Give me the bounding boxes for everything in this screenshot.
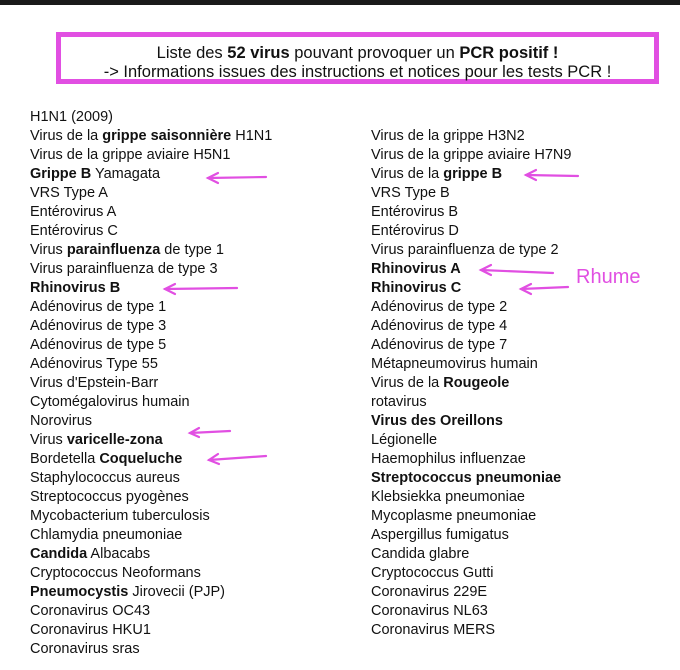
- arrow-rhinovirus-c: [521, 284, 568, 294]
- text: Adénovirus de type 3: [30, 318, 167, 334]
- text: Streptococcus pyogènes: [30, 489, 189, 505]
- bold-text: Coqueluche: [99, 451, 183, 467]
- rhume-annotation: Rhume: [576, 266, 641, 288]
- text: rotavirus: [371, 394, 427, 410]
- text: Adénovirus de type 2: [371, 299, 508, 315]
- bold-text: Rougeole: [443, 375, 510, 391]
- text: Adénovirus de type 7: [371, 337, 508, 353]
- arrow-rhinovirus-a: [481, 265, 553, 275]
- text: Coronavirus MERS: [371, 622, 496, 638]
- bold-text: PCR positif !: [459, 44, 559, 62]
- text: Virus d'Epstein-Barr: [30, 375, 159, 391]
- text: Entérovirus D: [371, 223, 459, 239]
- bold-text: Pneumocystis: [30, 584, 129, 600]
- text: Cytomégalovirus humain: [30, 394, 190, 410]
- text: Virus: [30, 242, 67, 258]
- text: Virus de la: [371, 166, 444, 182]
- text: Norovirus: [30, 413, 93, 429]
- text: Entérovirus B: [371, 204, 459, 220]
- text: Entérovirus C: [30, 223, 118, 239]
- text: Adénovirus de type 1: [30, 299, 167, 315]
- text: Jirovecii (PJP): [128, 584, 226, 600]
- text: Cryptococcus Neoformans: [30, 565, 201, 581]
- text: VRS Type B: [371, 185, 450, 201]
- text: Virus parainfluenza de type 2: [371, 242, 559, 258]
- text: Mycobacterium tuberculosis: [30, 508, 210, 524]
- text: Candida glabre: [371, 546, 470, 562]
- text: Virus: [30, 432, 67, 448]
- text: Cryptococcus Gutti: [371, 565, 494, 581]
- text: Virus parainfluenza de type 3: [30, 261, 218, 277]
- arrow-rhinovirus-b: [165, 284, 237, 294]
- text: Bordetella: [30, 451, 100, 467]
- text: Virus de la grippe aviaire H5N1: [30, 147, 231, 163]
- arrow-grippe-b-left: [208, 173, 266, 183]
- text: Légionelle: [371, 432, 438, 448]
- text: Haemophilus influenzae: [371, 451, 526, 467]
- text: Albacabs: [87, 546, 151, 562]
- bold-text: Rhinovirus A: [371, 261, 461, 277]
- text: Adénovirus de type 5: [30, 337, 167, 353]
- text: Chlamydia pneumoniae: [30, 527, 183, 543]
- text: de type 1: [160, 242, 224, 258]
- bold-text: varicelle-zona: [66, 432, 163, 448]
- text: Coronavirus 229E: [371, 584, 488, 600]
- bold-text: Candida: [30, 546, 88, 562]
- text: H1N1: [231, 128, 273, 144]
- bold-text: Grippe B: [30, 166, 92, 182]
- text: Coronavirus NL63: [371, 603, 488, 619]
- bold-text: Rhinovirus B: [30, 280, 121, 296]
- text: Adénovirus de type 4: [371, 318, 508, 334]
- text: Coronavirus sras: [30, 641, 140, 657]
- text: Virus de la: [371, 375, 444, 391]
- text: Yamagata: [91, 166, 161, 182]
- text: Adénovirus Type 55: [30, 356, 158, 372]
- text: Liste des: [156, 44, 228, 62]
- arrow-varicelle-zona: [190, 428, 230, 437]
- bold-text: parainfluenza: [66, 242, 161, 258]
- text: Staphylococcus aureus: [30, 470, 180, 486]
- text: Virus de la grippe aviaire H7N9: [371, 147, 572, 163]
- text: Entérovirus A: [30, 204, 117, 220]
- text: VRS Type A: [30, 185, 108, 201]
- text: Métapneumovirus humain: [371, 356, 538, 372]
- bold-text: Virus des Oreillons: [371, 413, 503, 429]
- text: pouvant provoquer un: [289, 44, 460, 62]
- text: Coronavirus HKU1: [30, 622, 151, 638]
- text: Coronavirus OC43: [30, 603, 151, 619]
- text: Virus de la grippe H3N2: [371, 128, 525, 144]
- arrow-grippe-b-right: [526, 170, 578, 180]
- text: H1N1 (2009): [30, 109, 114, 125]
- header-subtitle: -> Informations issues des instructions et notices pour les tests PCR !: [103, 63, 612, 81]
- arrow-coqueluche: [209, 454, 266, 464]
- text: Virus de la: [30, 128, 103, 144]
- bold-text: Rhinovirus C: [371, 280, 462, 296]
- text: Mycoplasme pneumoniae: [371, 508, 537, 524]
- text: Aspergillus fumigatus: [371, 527, 509, 543]
- bold-text: 52 virus: [227, 44, 290, 62]
- bold-text: Streptococcus pneumoniae: [371, 470, 562, 486]
- text: Klebsiekka pneumoniae: [371, 489, 525, 505]
- bold-text: grippe B: [443, 166, 503, 182]
- bold-text: grippe saisonnière: [102, 128, 232, 144]
